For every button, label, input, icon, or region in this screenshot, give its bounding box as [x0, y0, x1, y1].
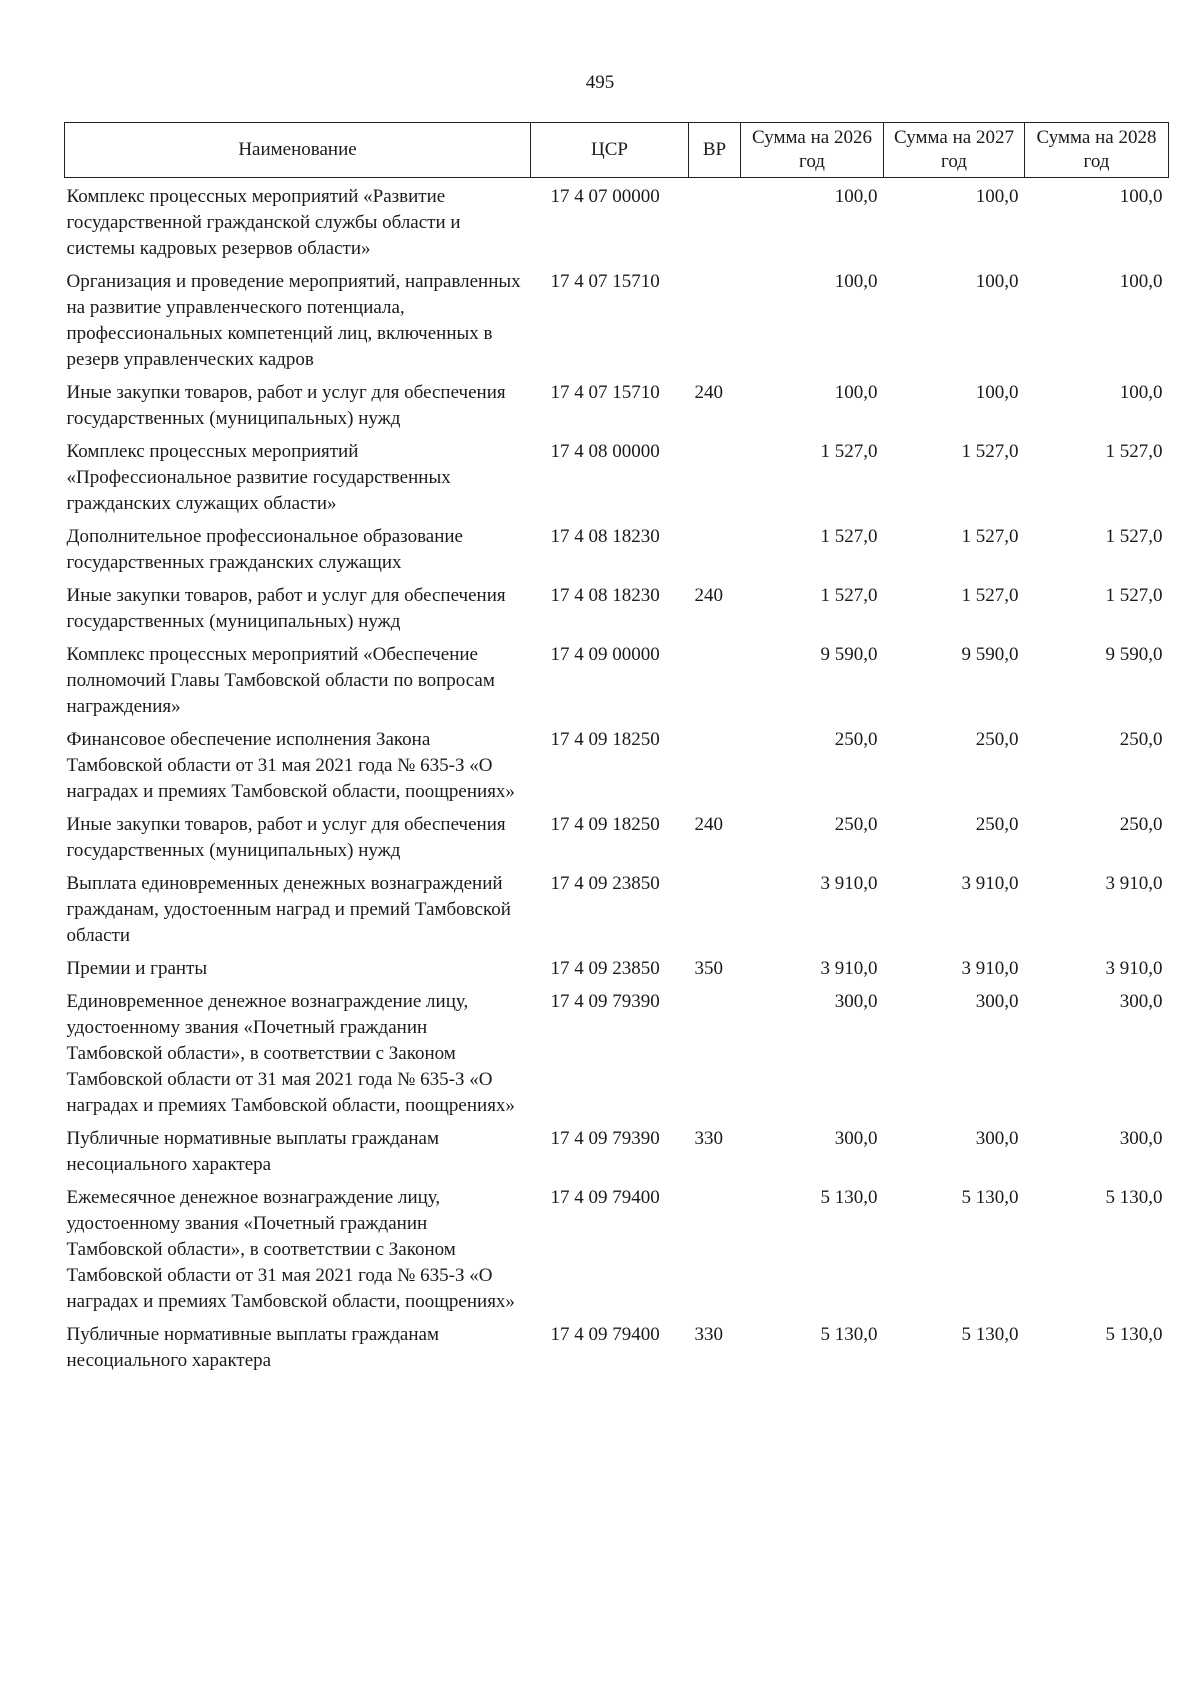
row-sum-2026: 100,0	[834, 382, 878, 403]
row-sum-2027: 300,0	[975, 991, 1019, 1012]
row-csr: 17 4 07 15710	[550, 382, 660, 403]
row-vr	[689, 727, 741, 812]
header-sum-2026: Сумма на 2026 год	[741, 123, 884, 178]
row-vr: 330	[694, 1128, 723, 1149]
row-vr	[689, 642, 741, 727]
table-row	[65, 583, 1169, 642]
row-name: Иные закупки товаров, работ и услуг для обеспечения государственных (муниципальных) нужд	[66, 382, 506, 429]
row-sum-2027: 100,0	[975, 271, 1019, 292]
row-sum-2026: 5 130,0	[820, 1187, 878, 1208]
row-sum-2027: 9 590,0	[961, 644, 1019, 665]
table-row	[65, 989, 1169, 1126]
page-number: 495	[585, 72, 615, 93]
row-name: Публичные нормативные выплаты гражданам несоциального характера	[66, 1128, 439, 1175]
row-sum-2026: 1 527,0	[820, 585, 878, 606]
row-sum-2028: 9 590,0	[1105, 644, 1163, 665]
row-csr: 17 4 07 00000	[550, 186, 660, 207]
row-sum-2028: 1 527,0	[1105, 526, 1163, 547]
row-sum-2026: 100,0	[834, 271, 878, 292]
row-sum-2028: 5 130,0	[1105, 1324, 1163, 1345]
header-sum-2027: Сумма на 2027 год	[884, 123, 1025, 178]
row-sum-2028: 3 910,0	[1105, 873, 1163, 894]
row-csr: 17 4 07 15710	[550, 271, 660, 292]
row-sum-2027: 100,0	[975, 186, 1019, 207]
row-name: Публичные нормативные выплаты гражданам несоциального характера	[66, 1324, 439, 1371]
table-row	[65, 956, 1169, 989]
row-sum-2028: 3 910,0	[1105, 958, 1163, 979]
row-sum-2027: 250,0	[975, 814, 1019, 835]
table-row	[65, 439, 1169, 524]
row-sum-2028: 250,0	[1119, 729, 1163, 750]
row-vr	[689, 178, 741, 270]
row-sum-2027: 250,0	[975, 729, 1019, 750]
row-name: Выплата единовременных денежных вознаграждений гражданам, удостоенным наград и премий Тамбовской области	[66, 873, 511, 946]
row-csr: 17 4 09 79400	[550, 1324, 660, 1345]
row-sum-2027: 3 910,0	[961, 958, 1019, 979]
row-name: Комплекс процессных мероприятий «Развитие государственной гражданской службы области и системы кадровых резервов области»	[66, 186, 461, 259]
row-csr: 17 4 08 18230	[550, 585, 660, 606]
row-name: Единовременное денежное вознаграждение лицу, удостоенному звания «Почетный гражданин Тамбовской области», в соответствии с Законом Тамбовской области от 31 мая 2021 года № 635-З «О наградах и премиях Тамбовской области, поощрениях»	[66, 991, 515, 1116]
table-row	[65, 871, 1169, 956]
row-sum-2028: 5 130,0	[1105, 1187, 1163, 1208]
header-sum-2028: Сумма на 2028 год	[1025, 123, 1169, 178]
row-name: Премии и гранты	[66, 958, 208, 979]
row-csr: 17 4 09 00000	[550, 644, 660, 665]
row-vr	[689, 269, 741, 380]
row-name: Комплекс процессных мероприятий «Обеспечение полномочий Главы Тамбовской области по вопросам награждения»	[66, 644, 495, 717]
row-csr: 17 4 08 00000	[550, 441, 660, 462]
row-sum-2027: 3 910,0	[961, 873, 1019, 894]
row-csr: 17 4 09 23850	[550, 873, 660, 894]
row-sum-2026: 3 910,0	[820, 873, 878, 894]
row-vr	[689, 871, 741, 956]
row-sum-2028: 100,0	[1119, 186, 1163, 207]
row-name: Комплекс процессных мероприятий «Профессиональное развитие государственных гражданских служащих области»	[66, 441, 451, 514]
table-row	[65, 524, 1169, 583]
row-sum-2028: 100,0	[1119, 271, 1163, 292]
row-vr: 240	[694, 814, 723, 835]
row-csr: 17 4 09 18250	[550, 729, 660, 750]
row-csr: 17 4 09 79390	[550, 991, 660, 1012]
row-sum-2026: 1 527,0	[820, 441, 878, 462]
row-sum-2026: 250,0	[834, 729, 878, 750]
row-name: Финансовое обеспечение исполнения Закона Тамбовской области от 31 мая 2021 года № 635-З «О наградах и премиях Тамбовской области, поощрениях»	[66, 729, 515, 802]
row-vr: 240	[694, 585, 723, 606]
table-row	[65, 812, 1169, 871]
row-sum-2026: 5 130,0	[820, 1324, 878, 1345]
row-vr	[689, 989, 741, 1126]
row-vr	[689, 1185, 741, 1322]
table-row	[65, 269, 1169, 380]
row-vr: 350	[694, 958, 723, 979]
row-sum-2028: 1 527,0	[1105, 441, 1163, 462]
row-csr: 17 4 09 79390	[550, 1128, 660, 1149]
table-body	[65, 178, 1169, 1382]
row-name: Организация и проведение мероприятий, направленных на развитие управленческого потенциала, профессиональных компетенций лиц, включенных в резерв управленческих кадров	[66, 271, 521, 370]
row-vr: 240	[694, 382, 723, 403]
row-sum-2027: 300,0	[975, 1128, 1019, 1149]
row-sum-2027: 1 527,0	[961, 585, 1019, 606]
row-sum-2026: 300,0	[834, 991, 878, 1012]
table-row	[65, 1322, 1169, 1381]
budget-table	[64, 122, 1169, 1381]
header-name: Наименование	[65, 123, 531, 178]
table-row	[65, 178, 1169, 270]
row-name: Ежемесячное денежное вознаграждение лицу, удостоенному звания «Почетный гражданин Тамбовской области», в соответствии с Законом Тамбовской области от 31 мая 2021 года № 635-З «О наградах и премиях Тамбовской области, поощрениях»	[66, 1187, 515, 1312]
row-sum-2028: 250,0	[1119, 814, 1163, 835]
table-row	[65, 380, 1169, 439]
row-sum-2027: 1 527,0	[961, 526, 1019, 547]
row-name: Дополнительное профессиональное образование государственных гражданских служащих	[66, 526, 463, 573]
row-sum-2026: 300,0	[834, 1128, 878, 1149]
row-name: Иные закупки товаров, работ и услуг для обеспечения государственных (муниципальных) нужд	[66, 585, 506, 632]
row-sum-2026: 250,0	[834, 814, 878, 835]
row-name: Иные закупки товаров, работ и услуг для обеспечения государственных (муниципальных) нужд	[66, 814, 506, 861]
header-csr: ЦСР	[531, 123, 689, 178]
row-sum-2027: 5 130,0	[961, 1187, 1019, 1208]
row-vr	[689, 439, 741, 524]
header-vr: ВР	[689, 123, 741, 178]
row-csr: 17 4 09 79400	[550, 1187, 660, 1208]
row-sum-2026: 100,0	[834, 186, 878, 207]
row-sum-2026: 1 527,0	[820, 526, 878, 547]
row-sum-2028: 300,0	[1119, 1128, 1163, 1149]
row-vr	[689, 524, 741, 583]
row-sum-2028: 300,0	[1119, 991, 1163, 1012]
table-header-row	[65, 123, 1169, 178]
table-row	[65, 727, 1169, 812]
row-sum-2026: 9 590,0	[820, 644, 878, 665]
row-sum-2028: 1 527,0	[1105, 585, 1163, 606]
row-sum-2028: 100,0	[1119, 382, 1163, 403]
row-sum-2027: 1 527,0	[961, 441, 1019, 462]
row-csr: 17 4 09 18250	[550, 814, 660, 835]
row-sum-2026: 3 910,0	[820, 958, 878, 979]
row-csr: 17 4 09 23850	[550, 958, 660, 979]
table-row	[65, 1126, 1169, 1185]
row-csr: 17 4 08 18230	[550, 526, 660, 547]
table-row	[65, 1185, 1169, 1322]
table-row	[65, 642, 1169, 727]
row-sum-2027: 5 130,0	[961, 1324, 1019, 1345]
row-vr: 330	[694, 1324, 723, 1345]
row-sum-2027: 100,0	[975, 382, 1019, 403]
